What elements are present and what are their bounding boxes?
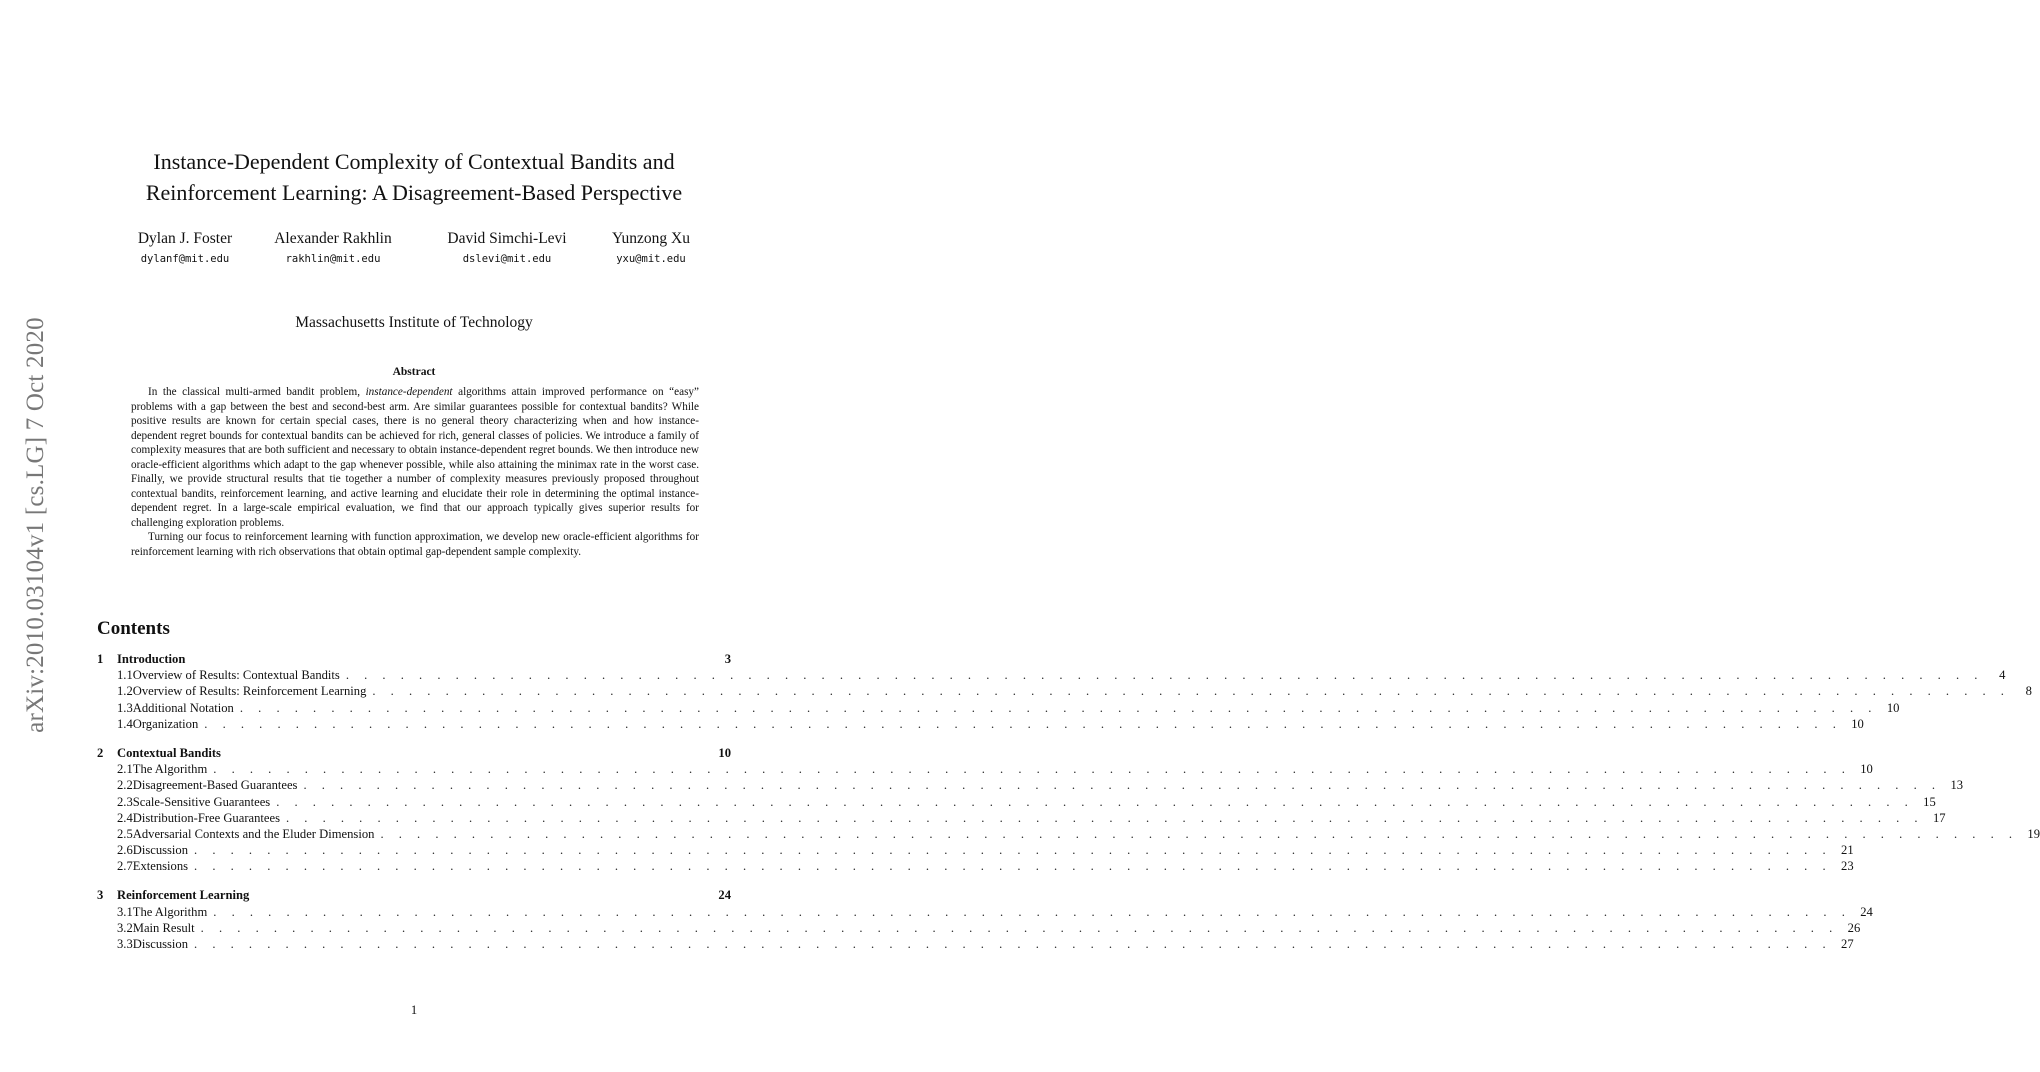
toc-section-title: Contextual Bandits — [117, 745, 221, 760]
toc-subsection-page: 24 — [1860, 904, 1873, 919]
toc-leader-dots: . . . . . . . . . . . . . . . . . . . . . . . . . . . . . . . . . . . . . . . . . . . . . . . . . . . . . . . . . . . . . . . . . . . . . . . . . . . . . . . . . . . . . . . . . . — [380, 826, 2019, 841]
toc-subsection[interactable] — [97, 778, 1964, 794]
toc-leader-dots: . . . . . . . . . . . . . . . . . . . . . . . . . . . . . . . . . . . . . . . . . . . . . . . . . . . . . . . . . . . . . . . . . . . . . . . . . . . . . . . . . . . . . . . . . . — [303, 778, 1942, 793]
toc-subsection-title: Overview of Results: Reinforcement Learning — [132, 684, 367, 699]
title-line-1: Instance-Dependent Complexity of Contextual Bandits and — [153, 149, 675, 174]
toc-leader-dots: . . . . . . . . . . . . . . . . . . . . . . . . . . . . . . . . . . . . . . . . . . . . . . . . . . . . . . . . . . . . . . . . . . . . . . . . . . . . . . . . . . . . . . . . . . — [276, 794, 1914, 809]
toc-leader-dots: . . . . . . . . . . . . . . . . . . . . . . . . . . . . . . . . . . . . . . . . . . . . . . . . . . . . . . . . . . . . . . . . . . . . . . . . . . . . . . . . . . . . . . . . . . — [194, 843, 1832, 858]
author — [566, 230, 736, 265]
toc-subsection-title: Additional Notation — [132, 700, 234, 715]
toc-subsection-title: Disagreement-Based Guarantees — [132, 778, 298, 793]
toc-leader-dots: . . . . . . . . . . . . . . . . . . . . . . . . . . . . . . . . . . . . . . . . . . . . . . . . . . . . . . . . . . . . . . . . . . . . . . . . . . . . . . . . . . . . . . . . . . — [285, 810, 1924, 825]
toc-section[interactable] — [97, 652, 731, 668]
toc-subsection-page: 27 — [1841, 937, 1854, 951]
toc-subsection[interactable] — [97, 937, 1854, 953]
toc-section-title: Introduction — [117, 652, 186, 666]
toc-subsection-number: 1.2 — [117, 684, 133, 699]
toc-subsection-number: 1.4 — [117, 716, 133, 731]
toc-leader-dots: . . . . . . . . . . . . . . . . . . . . . . . . . . . . . . . . . . . . . . . . . . . . . . . . . . . . . . . . . . . . . . . . . . . . . . . . . . . . . . . . . . . . . . . . . . — [200, 920, 1839, 935]
toc-leader-dots: . . . . . . . . . . . . . . . . . . . . . . . . . . . . . . . . . . . . . . . . . . . . . . . . . . . . . . . . . . . . . . . . . . . . . . . . . . . . . . . . . . . . . . . . . . — [194, 859, 1832, 874]
arxiv-stamp-text: arXiv:2010.03104v1 [cs.LG] 7 Oct 2020 — [22, 317, 49, 733]
toc-section-title: Reinforcement Learning — [117, 888, 250, 903]
toc-subsection-number: 2.5 — [117, 826, 133, 841]
toc-subsection[interactable] — [97, 904, 1873, 921]
abstract-heading: Abstract — [392, 366, 436, 378]
toc-subsection-title: Extensions — [132, 859, 189, 874]
toc-subsection-number: 1.3 — [117, 700, 133, 715]
table-of-contents — [97, 652, 2040, 953]
toc-subsection-title: Overview of Results: Contextual Bandits — [132, 668, 340, 683]
author-name: Yunzong Xu — [612, 230, 690, 247]
toc-section[interactable] — [97, 746, 731, 762]
toc-section-page: 10 — [718, 745, 731, 760]
toc-leader-dots: . . . . . . . . . . . . . . . . . . . . . . . . . . . . . . . . . . . . . . . . . . . . . . . . . . . . . . . . . . . . . . . . . . . . . . . . . . . . . . . . . . . . . . . . . . — [239, 700, 1878, 715]
abstract-paragraph: In the classical multi-armed bandit problem, instance-dependent algorithms attain improved performance on “easy” problems with a gap between the best and second-best arm. Are similar guarantees possible for contextual bandits? While positive results are known for certain special cases, there is no general theory characterizing when and how instance-dependent regret bounds for contextual bandits can be achieved for rich, general classes of policies. We introduce a family of complexity measures that are both sufficient and necessary to obtain instance-dependent regret bounds. We then introduce new oracle-efficient algorithms which adapt to the gap whenever possible, while also attaining the minimax rate in the worst case. Finally, we provide structural results that tie together a number of complexity measures previously proposed throughout contextual bandits, reinforcement learning, and active learning and elucidate their role in determining the optimal instance-dependent regret. In a large-scale empirical evaluation, we find that our approach typically gives superior results for challenging exploration problems. — [131, 386, 699, 529]
toc-subsection-number: 2.3 — [117, 794, 133, 809]
paper-title — [0, 146, 828, 208]
toc-subsection[interactable] — [97, 859, 1854, 875]
toc-subsection-page: 15 — [1923, 794, 1936, 809]
toc-subsection-title: The Algorithm — [132, 762, 208, 777]
toc-leader-dots: . . . . . . . . . . . . . . . . . . . . . . . . . . . . . . . . . . . . . . . . . . . . . . . . . . . . . . . . . . . . . . . . . . . . . . . . . . . . . . . . . . . . . . . . . . — [372, 684, 2010, 699]
toc-leader-dots: . . . . . . . . . . . . . . . . . . . . . . . . . . . . . . . . . . . . . . . . . . . . . . . . . . . . . . . . . . . . . . . . . . . . . . . . . . . . . . . . . . . . . . . . . . — [204, 716, 1842, 731]
author-name: David Simchi-Levi — [447, 230, 567, 247]
toc-subsection-page: 4 — [1999, 668, 2006, 683]
toc-subsection-number: 2.1 — [117, 762, 133, 777]
page-number: 1 — [410, 1003, 418, 1017]
toc-subsection-title: Scale-Sensitive Guarantees — [132, 794, 271, 809]
toc-leader-dots: . . . . . . . . . . . . . . . . . . . . . . . . . . . . . . . . . . . . . . . . . . . . . . . . . . . . . . . . . . . . . . . . . . . . . . . . . . . . . . . . . . . . . . . . . . — [194, 937, 1832, 951]
toc-subsection-page: 10 — [1886, 700, 1900, 715]
toc-subsection-page: 8 — [2025, 684, 2032, 699]
author — [248, 230, 418, 265]
toc-subsection[interactable] — [97, 920, 1861, 937]
toc-subsection-number: 2.6 — [117, 843, 133, 858]
toc-subsection-title: Adversarial Contexts and the Eluder Dimension — [132, 826, 375, 841]
toc-subsection-page: 19 — [2027, 826, 2040, 841]
toc-subsection-title: Discussion — [132, 843, 189, 858]
toc-subsection-number: 2.2 — [117, 778, 133, 793]
toc-leader-dots: . . . . . . . . . . . . . . . . . . . . . . . . . . . . . . . . . . . . . . . . . . . . . . . . . . . . . . . . . . . . . . . . . . . . . . . . . . . . . . . . . . . . . . . . . . — [213, 904, 1851, 919]
toc-subsection[interactable] — [97, 843, 1854, 859]
toc-subsection-number: 3.3 — [117, 937, 133, 951]
toc-section-number: 1 — [97, 652, 104, 666]
author-email: yxu@mit.edu — [616, 253, 686, 265]
author-name: Dylan J. Foster — [137, 230, 233, 247]
author — [100, 230, 270, 265]
toc-subsection-page: 21 — [1841, 843, 1854, 858]
toc-subsection-title: Main Result — [132, 920, 195, 935]
emphasis: instance-dependent — [365, 386, 453, 398]
toc-section-page: 3 — [724, 652, 731, 666]
toc-subsection-title: Discussion — [132, 937, 189, 951]
abstract-body — [131, 385, 699, 560]
author-email: dslevi@mit.edu — [462, 253, 552, 265]
toc-subsection[interactable] — [97, 716, 1864, 733]
contents-heading: Contents — [97, 618, 170, 639]
title-line-2: Reinforcement Learning: A Disagreement-Based Perspective — [145, 180, 683, 205]
toc-subsection[interactable] — [97, 762, 1873, 778]
toc-subsection-title: Organization — [132, 716, 199, 731]
author-email: rakhlin@mit.edu — [285, 253, 381, 265]
toc-subsection-page: 23 — [1841, 859, 1854, 874]
toc-subsection-number: 3.2 — [117, 920, 133, 935]
toc-subsection-number: 1.1 — [117, 668, 133, 683]
toc-subsection-number: 3.1 — [117, 904, 133, 919]
toc-section-number: 2 — [97, 745, 104, 760]
author-name: Alexander Rakhlin — [274, 230, 392, 247]
toc-section-number: 3 — [97, 888, 104, 903]
toc-subsection-number: 2.7 — [117, 859, 133, 874]
toc-subsection[interactable] — [97, 700, 1900, 717]
toc-subsection[interactable] — [97, 826, 2040, 843]
toc-subsection-page: 10 — [1851, 716, 1864, 731]
toc-subsection[interactable] — [97, 668, 2006, 684]
toc-subsection-number: 2.4 — [117, 810, 133, 825]
toc-subsection-title: Distribution-Free Guarantees — [132, 810, 280, 825]
abstract-paragraph: Turning our focus to reinforcement learning with function approximation, we develop new oracle-efficient algorithms for reinforcement learning with rich observations that obtain optimal gap-dependent sample complexity. — [131, 531, 699, 559]
toc-leader-dots: . . . . . . . . . . . . . . . . . . . . . . . . . . . . . . . . . . . . . . . . . . . . . . . . . . . . . . . . . . . . . . . . . . . . . . . . . . . . . . . . . . . . . . . . . . — [345, 668, 1984, 683]
arxiv-stamp — [14, 295, 58, 755]
toc-section[interactable] — [97, 888, 731, 904]
toc-subsection-page: 26 — [1847, 920, 1861, 935]
toc-subsection-page: 10 — [1860, 762, 1873, 777]
toc-subsection-title: The Algorithm — [132, 904, 208, 919]
affiliation: Massachusetts Institute of Technology — [295, 314, 533, 331]
toc-subsection-page: 13 — [1950, 778, 1964, 793]
toc-subsection-page: 17 — [1932, 810, 1946, 825]
toc-section-page: 24 — [718, 888, 731, 903]
toc-leader-dots: . . . . . . . . . . . . . . . . . . . . . . . . . . . . . . . . . . . . . . . . . . . . . . . . . . . . . . . . . . . . . . . . . . . . . . . . . . . . . . . . . . . . . . . . . . — [213, 762, 1851, 777]
toc-subsection[interactable] — [97, 684, 2032, 700]
author-email: dylanf@mit.edu — [140, 253, 230, 265]
toc-subsection[interactable] — [97, 810, 1946, 827]
toc-subsection[interactable] — [97, 794, 1936, 811]
